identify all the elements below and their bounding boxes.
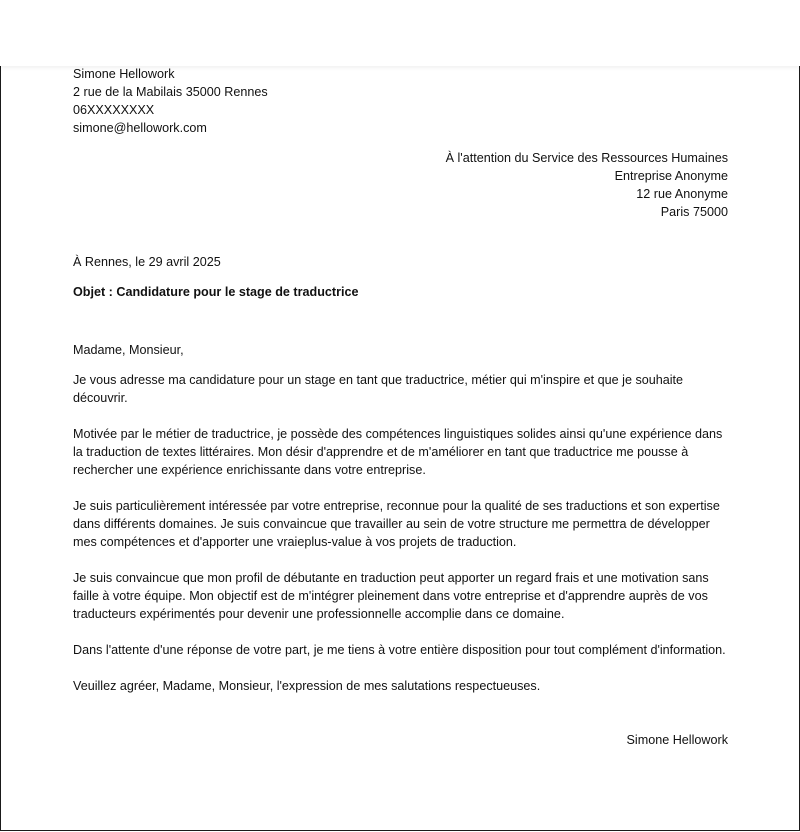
signature: Simone Hellowork xyxy=(626,733,728,747)
recipient-city: Paris 75000 xyxy=(660,205,728,219)
greeting: Madame, Monsieur, xyxy=(73,343,184,357)
top-bar xyxy=(0,0,800,66)
sender-block xyxy=(73,65,728,137)
sender-phone: 06XXXXXXXX xyxy=(73,103,155,117)
body-paragraph: Je suis particulièrement intéressée par votre entreprise, reconnue pour la qualité de ses traductions et son expertise dans différents domaines. Je suis convaincue que travailler au sein de votre structure me permettra de développer mes compétences et d'apporter une vraieplus-value à vos projets de traduction. xyxy=(73,499,720,549)
recipient-street: 12 rue Anonyme xyxy=(636,187,728,201)
recipient-block xyxy=(73,149,728,221)
sender-email: simone@hellowork.com xyxy=(73,121,207,135)
recipient-company: Entreprise Anonyme xyxy=(614,169,728,183)
subject-line: Objet : Candidature pour le stage de traductrice xyxy=(73,285,359,299)
body-paragraph: Je vous adresse ma candidature pour un stage en tant que traductrice, métier qui m'inspire et que je souhaite découvrir. xyxy=(73,373,684,405)
recipient-attention: À l'attention du Service des Ressources Humaines xyxy=(445,151,728,165)
body-paragraph: Motivée par le métier de traductrice, je possède des compétences linguistiques solides ainsi qu'une expérience dans la traduction de textes littéraires. Mon désir d'apprendre et de m'améliorer en tant que traductrice me pousse à rechercher une expérience enrichissante dans votre entreprise. xyxy=(73,427,723,477)
body-paragraph: Je suis convaincue que mon profil de débutante en traduction peut apporter un regard frais et une motivation sans faille à votre équipe. Mon objectif est de m'intégrer pleinement dans votre entreprise et d'apprendre auprès de vos traducteurs expérimentés pour devenir une professionnelle accomplie dans ce domaine. xyxy=(73,571,709,621)
closing-formula: Veuillez agréer, Madame, Monsieur, l'expression de mes salutations respectueuses. xyxy=(73,679,541,693)
sender-address: 2 rue de la Mabilais 35000 Rennes xyxy=(73,85,268,99)
body-paragraph: Dans l'attente d'une réponse de votre part, je me tiens à votre entière disposition pour tout complément d'information. xyxy=(73,643,726,657)
letter-page xyxy=(0,64,800,831)
letter-content xyxy=(73,64,728,749)
sender-name: Simone Hellowork xyxy=(73,67,175,81)
date-line: À Rennes, le 29 avril 2025 xyxy=(73,255,221,269)
